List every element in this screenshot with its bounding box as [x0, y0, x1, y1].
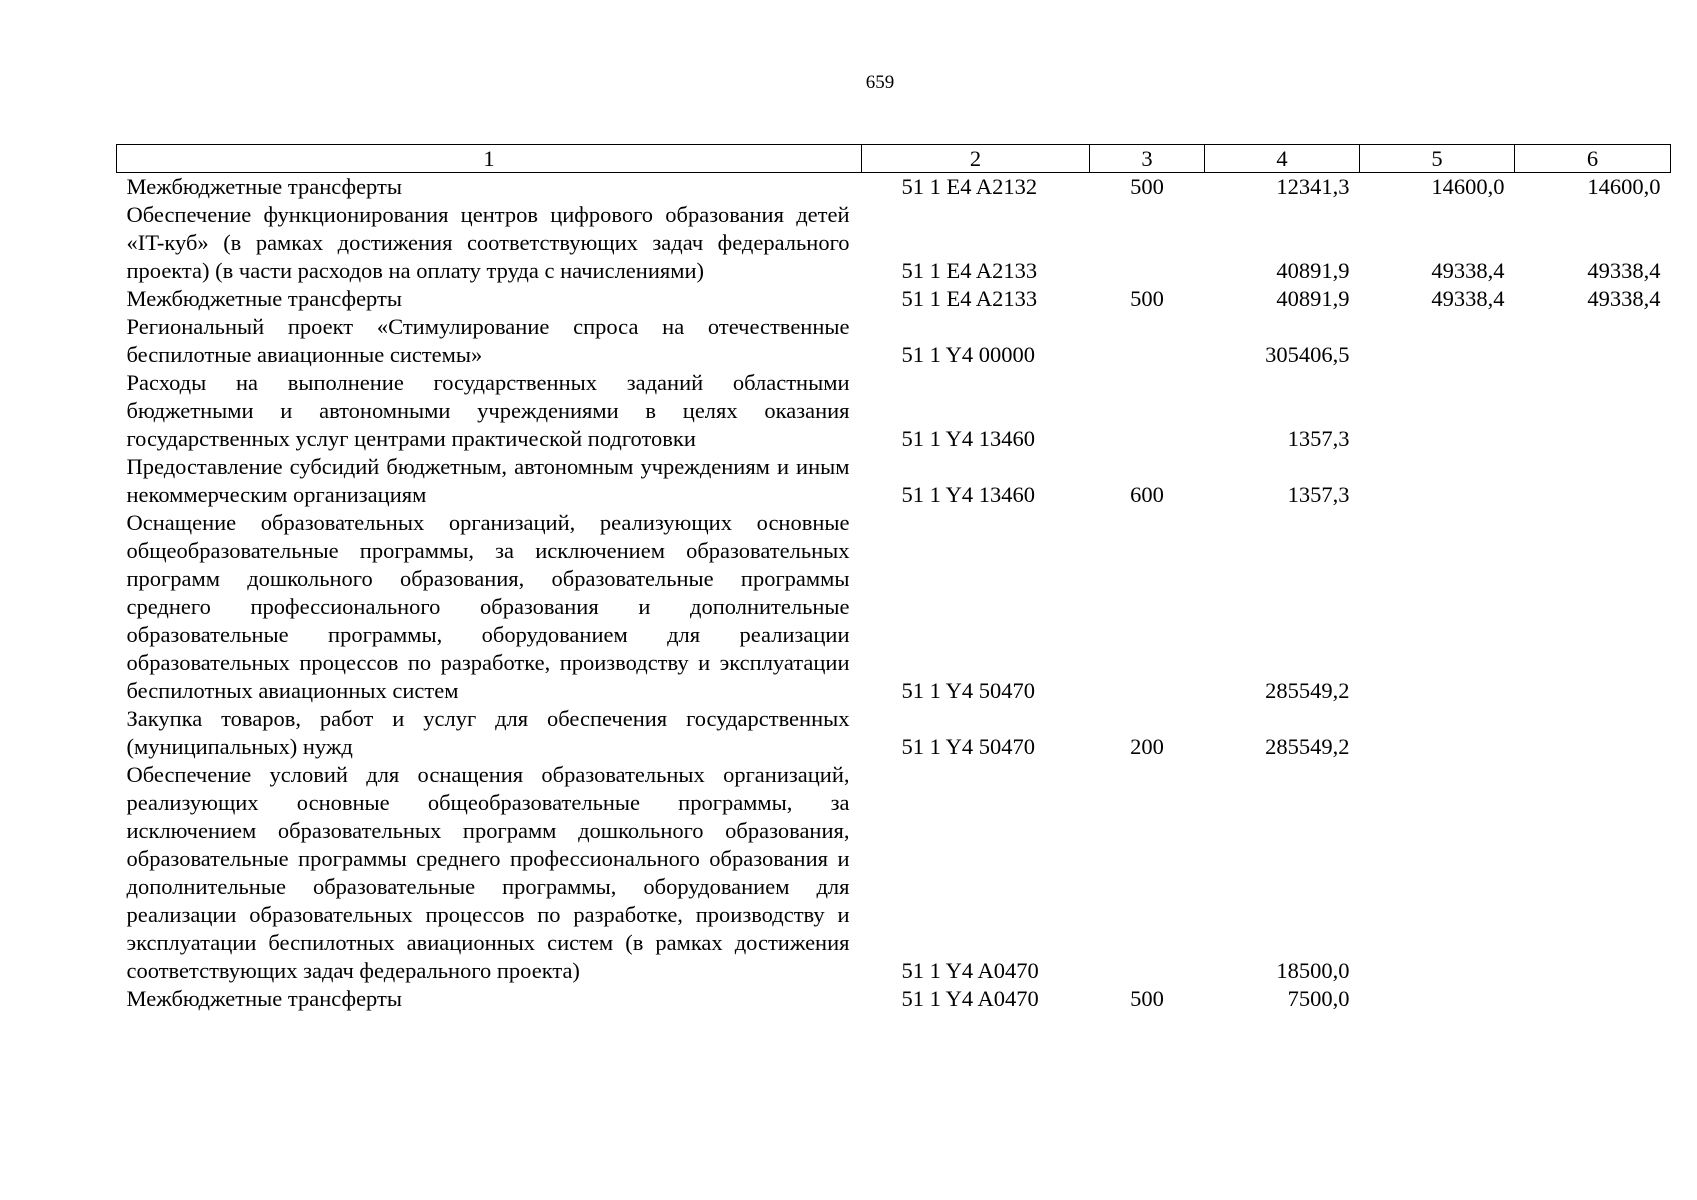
column-header-1: 1 — [117, 145, 862, 173]
row-name-cell: Межбюджетные трансферты — [126, 174, 402, 199]
row-type-cell — [1090, 201, 1205, 285]
row-value-6-cell — [1515, 705, 1671, 761]
row-value-5-cell — [1360, 705, 1515, 761]
row-value-5-cell — [1360, 985, 1515, 1013]
page-number: 659 — [865, 72, 895, 93]
row-value-5-cell: 14600,0 — [1431, 174, 1505, 199]
row-value-5-cell — [1360, 453, 1515, 509]
table-row — [117, 313, 1671, 369]
row-value-4-cell: 1357,3 — [1287, 482, 1350, 507]
row-value-4-cell: 12341,3 — [1276, 174, 1350, 199]
row-value-6-cell — [1515, 985, 1671, 1013]
row-code-cell: 51 1 Y4 00000 — [901, 342, 1036, 367]
row-name-cell: Обеспечение условий для оснащения образовательных организаций, реализующих основные общеобразовательные программы, за исключением образовательных программ дошкольного образования, образовательные программы среднего профессионального образования и дополнительные образовательные программы, оборудованием для реализации образовательных процессов по разработке, производству и эксплуатации беспилотных авиационных систем (в рамках достижения соответствующих задач федерального проекта) — [126, 762, 850, 983]
row-value-6-cell — [1515, 453, 1671, 509]
budget-table — [116, 144, 1671, 1013]
row-code-cell: 51 1 Y4 13460 — [901, 482, 1036, 507]
row-value-6-cell — [1515, 509, 1671, 705]
row-value-6-cell — [1515, 761, 1671, 985]
row-value-5-cell — [1360, 509, 1515, 705]
table-row — [117, 705, 1671, 761]
row-code-cell: 51 1 Y4 A0470 — [901, 958, 1039, 983]
table-body — [117, 173, 1671, 1014]
row-name-cell: Оснащение образовательных организаций, реализующих основные общеобразовательные программы, за исключением образовательных программ дошкольного образования, образовательные программы среднего профессионального образования и дополнительные образовательные программы, оборудованием для реализации образовательных процессов по разработке, производству и эксплуатации беспилотных авиационных систем — [126, 510, 850, 703]
row-value-6-cell: 14600,0 — [1587, 174, 1661, 199]
row-value-5-cell — [1360, 313, 1515, 369]
column-header-6: 6 — [1515, 145, 1671, 173]
row-name-cell: Закупка товаров, работ и услуг для обеспечения государственных (муниципальных) нужд — [126, 706, 850, 759]
row-value-5-cell: 49338,4 — [1431, 286, 1505, 311]
row-code-cell: 51 1 Y4 50470 — [901, 678, 1036, 703]
row-value-6-cell — [1515, 369, 1671, 453]
row-code-cell: 51 1 Y4 A0470 — [901, 986, 1039, 1011]
row-value-5-cell — [1360, 369, 1515, 453]
row-name-cell: Обеспечение функционирования центров цифрового образования детей «IT-куб» (в рамках достижения соответствующих задач федерального проекта) (в части расходов на оплату труда с начислениями) — [126, 202, 850, 283]
row-type-cell: 500 — [1130, 286, 1164, 311]
row-value-6-cell: 49338,4 — [1587, 258, 1661, 283]
column-header-4: 4 — [1205, 145, 1360, 173]
row-value-4-cell: 285549,2 — [1265, 734, 1350, 759]
row-code-cell: 51 1 E4 A2133 — [901, 258, 1038, 283]
row-value-4-cell: 1357,3 — [1287, 426, 1350, 451]
row-name-cell: Предоставление субсидий бюджетным, автономным учреждениям и иным некоммерческим организациям — [126, 454, 850, 507]
row-name-cell: Расходы на выполнение государственных заданий областными бюджетными и автономными учреждениями в целях оказания государственных услуг центрами практической подготовки — [126, 370, 850, 451]
row-name-cell: Региональный проект «Стимулирование спроса на отечественные беспилотные авиационные системы» — [126, 314, 850, 367]
table-row — [117, 761, 1671, 985]
row-type-cell — [1090, 369, 1205, 453]
row-type-cell: 500 — [1130, 174, 1164, 199]
column-header-2: 2 — [862, 145, 1090, 173]
row-type-cell: 600 — [1130, 482, 1164, 507]
row-name-cell: Межбюджетные трансферты — [126, 986, 402, 1011]
row-code-cell: 51 1 Y4 50470 — [901, 734, 1036, 759]
row-type-cell — [1090, 509, 1205, 705]
row-type-cell — [1090, 761, 1205, 985]
row-value-4-cell: 18500,0 — [1276, 958, 1350, 983]
row-value-5-cell — [1360, 761, 1515, 985]
row-code-cell: 51 1 E4 A2132 — [901, 174, 1038, 199]
table-row — [117, 285, 1671, 313]
row-name-cell: Межбюджетные трансферты — [126, 286, 402, 311]
row-type-cell: 200 — [1130, 734, 1164, 759]
table-row — [117, 985, 1671, 1013]
row-value-4-cell: 7500,0 — [1287, 986, 1350, 1011]
row-value-4-cell: 285549,2 — [1265, 678, 1350, 703]
row-code-cell: 51 1 Y4 13460 — [901, 426, 1036, 451]
row-value-6-cell — [1515, 313, 1671, 369]
table-row — [117, 453, 1671, 509]
row-value-6-cell: 49338,4 — [1587, 286, 1661, 311]
row-value-4-cell: 305406,5 — [1265, 342, 1350, 367]
row-code-cell: 51 1 E4 A2133 — [901, 286, 1038, 311]
table-row — [117, 369, 1671, 453]
table-header-row — [117, 145, 1671, 173]
row-type-cell — [1090, 313, 1205, 369]
column-header-5: 5 — [1360, 145, 1515, 173]
row-value-4-cell: 40891,9 — [1276, 258, 1350, 283]
table-row — [117, 509, 1671, 705]
row-type-cell: 500 — [1130, 986, 1164, 1011]
table-row — [117, 201, 1671, 285]
table-row — [117, 173, 1671, 202]
column-header-3: 3 — [1090, 145, 1205, 173]
row-value-4-cell: 40891,9 — [1276, 286, 1350, 311]
row-value-5-cell: 49338,4 — [1431, 258, 1505, 283]
